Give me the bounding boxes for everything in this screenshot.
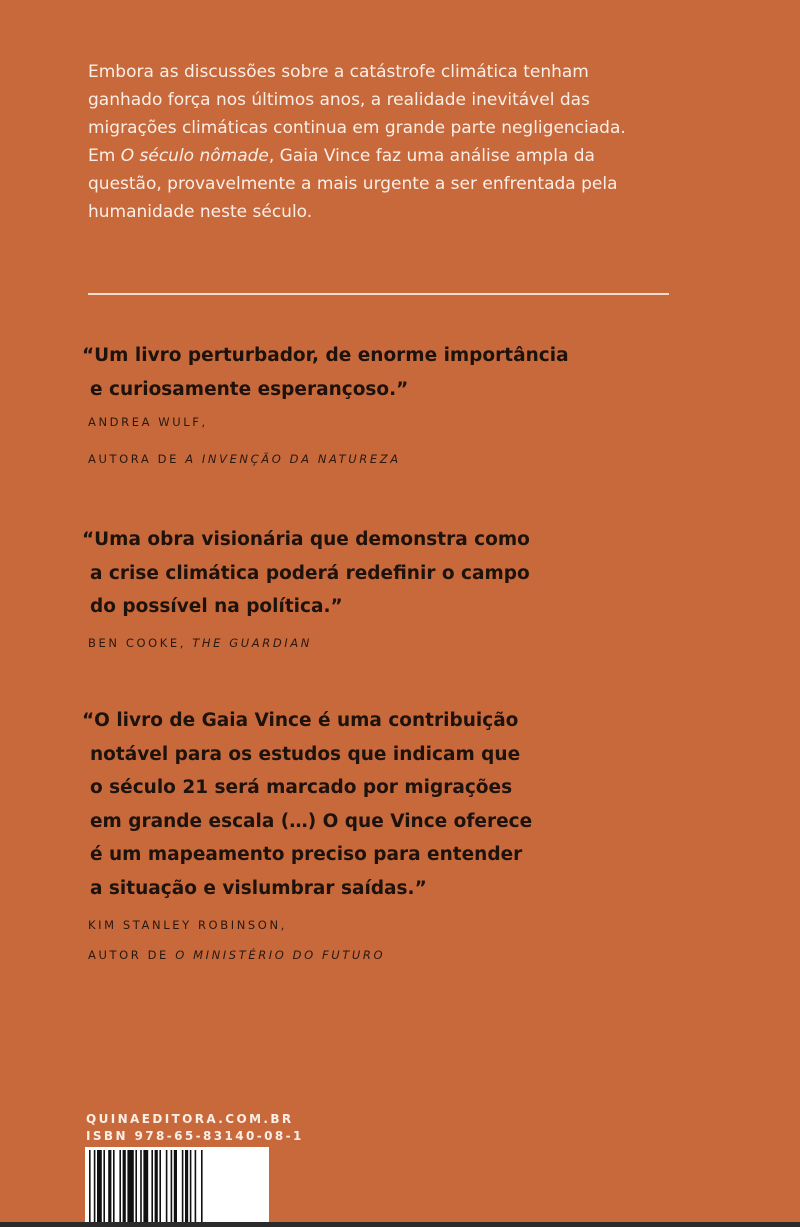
barcode-bar — [89, 1150, 91, 1223]
barcode-bar — [174, 1150, 177, 1223]
barcode-bar — [119, 1150, 121, 1223]
divider — [88, 293, 669, 295]
quote-line: do possível na política.” — [90, 596, 343, 617]
quote-line: a situação e vislumbrar saídas.” — [90, 877, 427, 899]
barcode-bar — [195, 1150, 197, 1223]
synopsis-line — [88, 114, 688, 142]
author: BEN COOKE, — [88, 636, 193, 650]
quote-3 — [82, 704, 532, 905]
quote-1 — [82, 339, 569, 406]
quote-line: e curiosamente esperançoso.” — [90, 378, 409, 400]
quote-line: “Um livro perturbador, de enorme importância — [82, 345, 569, 366]
author: ANDREA WULF, — [88, 415, 208, 429]
bottom-edge — [0, 1222, 800, 1227]
text: Embora as discussões sobre a catástrofe climática tenham — [88, 62, 589, 82]
quote-2 — [82, 523, 530, 624]
synopsis-line — [88, 58, 688, 86]
barcode-bar — [108, 1150, 111, 1223]
barcode-bar — [103, 1150, 105, 1223]
quote-line: em grande escala (…) O que Vince oferece — [90, 810, 533, 832]
attribution-3 — [88, 909, 385, 972]
barcode-bar — [123, 1150, 126, 1223]
barcode-bar — [185, 1150, 188, 1223]
role: AUTOR DE — [88, 948, 176, 962]
barcode-bar — [127, 1150, 133, 1223]
role: AUTORA DE — [88, 452, 186, 466]
publisher-website: QUINAEDITORA.COM.BR — [86, 1112, 294, 1126]
barcode-bar — [143, 1150, 148, 1223]
barcode-bar — [159, 1150, 161, 1223]
quote-line: “Uma obra visionária que demonstra como — [82, 529, 530, 550]
text: ganhado força nos últimos anos, a realidade inevitável das — [88, 90, 590, 110]
synopsis-line — [88, 86, 688, 114]
synopsis-line — [88, 170, 688, 198]
barcode-bar — [135, 1150, 137, 1223]
work-title: A INVENÇÃO DA NATUREZA — [185, 452, 401, 466]
barcode-bar — [94, 1150, 96, 1223]
text: , Gaia Vince faz uma análise ampla da — [268, 146, 595, 166]
barcode-bar — [171, 1150, 173, 1223]
quote-line: a crise climática poderá redefinir o campo — [90, 562, 530, 584]
publication: THE GUARDIAN — [192, 636, 312, 650]
quote-line: é um mapeamento preciso para entender — [90, 844, 523, 865]
publisher-info — [86, 1111, 304, 1145]
book-title: O século nômade — [120, 146, 269, 166]
isbn: ISBN 978-65-83140-08-1 — [86, 1129, 304, 1143]
barcode-bar — [166, 1150, 168, 1223]
barcode-bar — [113, 1150, 115, 1223]
barcode-bar — [155, 1150, 158, 1223]
barcode-bar — [151, 1150, 153, 1223]
quote-line: o século 21 será marcado por migrações — [90, 777, 513, 798]
attribution-2 — [88, 627, 312, 660]
barcode-bar — [97, 1150, 102, 1223]
barcode-bar — [201, 1150, 203, 1223]
attribution-1 — [88, 406, 401, 476]
text: Em — [88, 146, 121, 166]
work-title: O MINISTÉRIO DO FUTURO — [175, 948, 386, 962]
text: humanidade neste século. — [88, 202, 313, 222]
quote-line: “O livro de Gaia Vince é uma contribuição — [82, 710, 519, 731]
quote-line: notável para os estudos que indicam que — [90, 743, 521, 765]
barcode-bar — [140, 1150, 142, 1223]
text: questão, provavelmente a mais urgente a ser enfrentada pela — [88, 174, 618, 194]
barcode-bar — [190, 1150, 192, 1223]
author: KIM STANLEY ROBINSON, — [88, 918, 287, 932]
text: migrações climáticas continua em grande parte negligenciada. — [88, 118, 626, 138]
barcode-bar — [182, 1150, 184, 1223]
synopsis-line — [88, 198, 688, 226]
synopsis-paragraph — [88, 58, 688, 226]
synopsis-line — [88, 142, 688, 170]
barcode-icon — [85, 1147, 269, 1223]
